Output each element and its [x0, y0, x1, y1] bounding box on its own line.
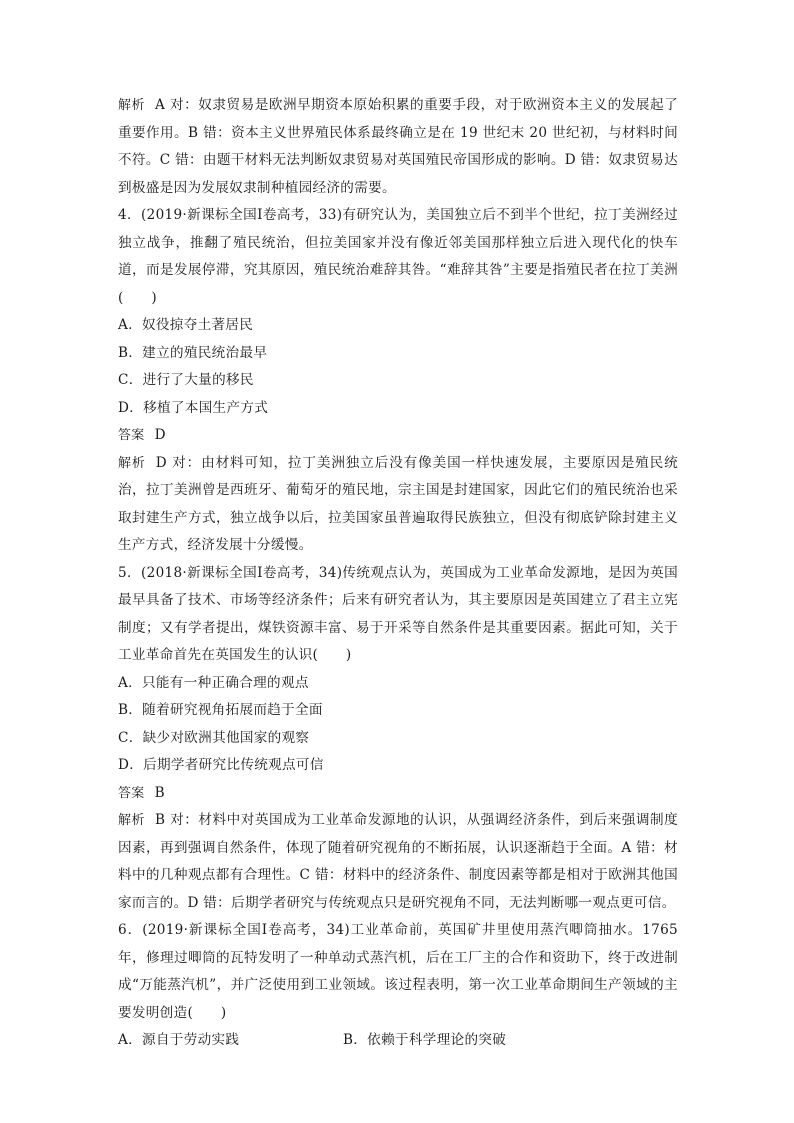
option-d: D．移植了本国生产方式 [118, 399, 269, 416]
answer-label: 答案 [118, 428, 145, 443]
question-4-stem: 4．(2019·新课标全国Ⅰ卷高考，33)有研究认为，美国独立后不到半个世纪，拉丁美洲经过独立战争，推翻了殖民统治，但拉美国家并没有像近邻美国那样独立后进入现代化的快车道，而是发展停滞，究其原因，殖民统治难辞其咎。“难辞其咎”主要是指殖民者在拉丁美洲( ) [118, 207, 678, 306]
analysis-label: 解析 [118, 813, 146, 828]
analysis-text: D 对：由材料可知，拉丁美洲独立后没有像美国一样快速发展，主要原因是殖民统治，拉丁美洲曾是西班牙、葡萄牙的殖民地，宗主国是封建国家，因此它们的殖民统治也采取封建生产方式，独立战争以后，拉美国家虽普遍取得民族独立，但没有彻底铲除封建主义生产方式，经济发展十分缓慢。 [118, 454, 678, 553]
analysis-text: B 对：材料中对英国成为工业革命发源地的认识，从强调经济条件，到后来强调制度因素，再到强调自然条件，体现了随着研究视角的不断拓展，认识逐渐趋于全面。A 错：材料中的几种观点都有合理性。C 错：材料中的经济条件、制度因素等都是相对于欧洲其他国家而言的。D 错：后期学者研究与传统观点只是研究视角不同，无法判断哪一观点更可信。 [118, 812, 678, 911]
option-b: B．随着研究视角拓展而趋于全面 [118, 702, 323, 718]
question-6-stem: 6．(2019·新课标全国Ⅰ卷高考，34)工业革命前，英国矿井里使用蒸汽唧筒抽水。1765 年，修理过唧筒的瓦特发明了一种单动式蒸汽机，后在工厂主的合作和资助下，终于改进制成“万能蒸汽机”，并广泛使用到工业领域。该过程表明，第一次工业革命期间生产领域的主要发明创造( ) [118, 922, 678, 1021]
option-b: B．依赖于科学理论的突破 [343, 1032, 507, 1048]
answer-value: D [154, 427, 166, 443]
analysis-text: A 对：奴隶贸易是欧洲早期资本原始积累的重要手段，对于欧洲资本主义的发展起了重要作用。B 错：资本主义世界殖民体系最终确立是在 19 世纪末 20 世纪初，与材料时间不符。C 错：由题干材料无法判断奴隶贸易对英国殖民帝国形成的影响。D 错：奴隶贸易达到极盛是因为发展奴隶制种植园经济的需要。 [118, 97, 678, 196]
q4-analysis [118, 450, 678, 560]
q6-options-row [118, 1027, 678, 1055]
q3-analysis [118, 92, 678, 202]
option-c: C．缺少对欧洲其他国家的观察 [118, 729, 310, 746]
option-b: B．建立的殖民统治最早 [118, 344, 268, 361]
option-d: D．后期学者研究比传统观点可信 [118, 757, 324, 773]
option-a: A．只能有一种正确合理的观点 [118, 674, 309, 691]
q5-answer [118, 780, 678, 808]
answer-value: B [154, 784, 165, 801]
analysis-label: 解析 [118, 455, 146, 471]
q4-answer [118, 422, 678, 450]
option-a: A．奴役掠夺土著居民 [118, 317, 254, 333]
question-5-stem: 5．(2018·新课标全国Ⅰ卷高考，34)传统观点认为，英国成为工业革命发源地，是因为英国最早具备了技术、市场等经济条件；后来有研究者认为，其主要原因是英国建立了君主立宪制度；又有学者提出，煤铁资源丰富、易于开采等自然条件是其重要因素。据此可知，关于工业革命首先在英国发生的认识( ) [118, 564, 678, 663]
option-c: C．进行了大量的移民 [118, 372, 254, 388]
q5-analysis [118, 807, 678, 917]
option-a: A．源自于劳动实践 [118, 1032, 240, 1048]
analysis-label: 解析 [118, 98, 146, 113]
answer-label: 答案 [118, 785, 145, 801]
document-page [118, 92, 678, 1055]
